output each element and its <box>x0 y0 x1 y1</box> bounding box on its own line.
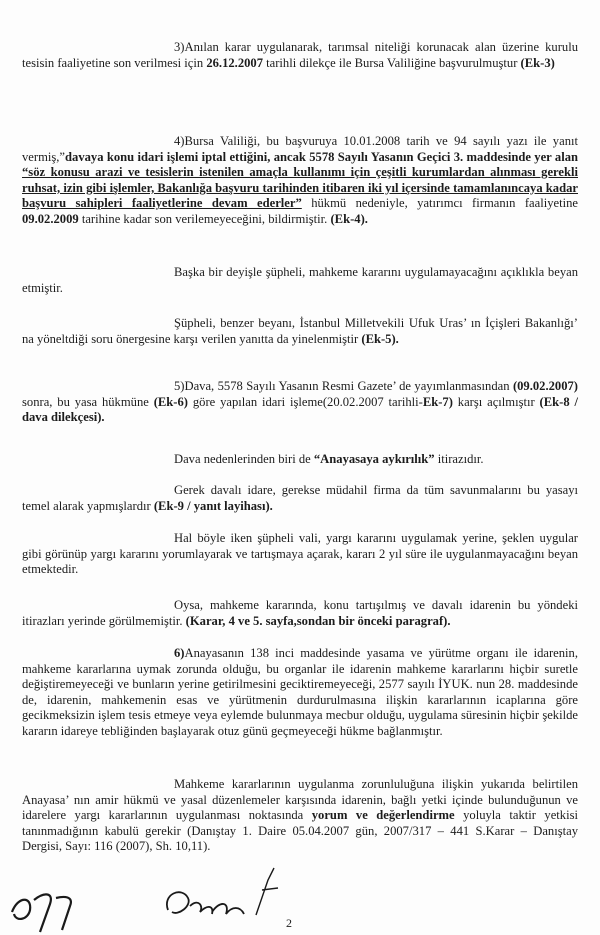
p-dava-bold: “Anayasaya aykırılık” <box>313 452 435 466</box>
p-hal-text: Hal böyle iken şüpheli vali, yargı kararını uygulamak yerine, şeklen uygular gibi görünüp yargı kararını yorumlayarak ve tartışmaya açarak, kararı 2 yıl süre ile uygulanmayacağını beyan etmektedir. <box>22 531 578 577</box>
page-number: 2 <box>286 916 292 930</box>
p-gerek-text: Gerek davalı idare, gerekse müdahil firma da tüm savunmalarını bu yasayı temel alarak yapmışlardır <box>22 483 578 513</box>
p-oysa-ref: (Karar, 4 ve 5. sayfa,sondan bir önceki paragraf). <box>185 613 451 628</box>
p3-text-b: tarihli dilekçe ile Bursa Valiliğine başvurulmuştur <box>263 55 521 70</box>
p5-ek8: (Ek-8 / dava dilekçesi). <box>22 394 578 425</box>
p5-text-c: göre yapılan idari işleme(20.02.2007 tarihli- <box>188 394 423 409</box>
p-dava-text-c: itirazıdır. <box>434 452 484 466</box>
paragraph-gerek <box>22 483 578 514</box>
paragraph-3 <box>22 40 578 71</box>
p4-text-c: hükmü nedeniyle, yatırımcı firmanın faaliyetine <box>301 196 578 211</box>
p4-quote: “söz konusu arazi ve tesislerin istenilen amaçla kullanımı için çeşitli kurumlardan alınması gerekli ruhsat, izin gibi işlemler, Bakanlığa başvuru tarihinden itibaren iki yıl içersinde tamamlanıncaya kadar başvuru sahipleri faaliyetlerine devam ederler” <box>22 165 578 211</box>
p-mahkeme-bold: yorum ve değerlendirme <box>311 808 455 823</box>
p-dava-text-a: Dava nedenlerinden biri de <box>174 452 314 466</box>
p-gerek-ek: (Ek-9 / yanıt layihası). <box>153 498 273 513</box>
p5-date: (09.02.2007) <box>512 379 578 393</box>
paragraph-mahkeme <box>22 777 578 855</box>
signature-stroke <box>248 860 288 920</box>
paragraph-6 <box>22 646 578 740</box>
p4-ek: (Ek-4). <box>330 211 368 226</box>
paragraph-baska <box>22 265 578 296</box>
p5-text-b: sonra, bu yasa hükmüne <box>22 394 154 409</box>
paragraph-4 <box>22 134 578 228</box>
p3-ek: (Ek-3) <box>520 55 555 70</box>
p-supheli-text: Şüpheli, benzer beyanı, İstanbul Milletvekili Ufuk Uras’ ın İçişleri Bakanlığı’ na yöneltdiği soru önergesine karşı verilen yanıtta da yinelenmiştir <box>22 316 578 346</box>
p3-text-a: 3)Anılan karar uygulanarak, tarımsal niteliği korunacak alan üzerine kurulu tesisin faaliyetine son verilmesi için <box>22 40 578 70</box>
p4-bold: davaya konu idari işlemi iptal ettiğini, ancak 5578 Sayılı Yasanın Geçici 3. maddesinde yer alan <box>65 149 578 164</box>
p3-date: 26.12.2007 <box>206 55 263 70</box>
p4-date: 09.02.2009 <box>22 211 79 226</box>
paragraph-hal <box>22 531 578 578</box>
p4-text-a: 4)Bursa Valiliği, bu başvuruya 10.01.2008 tarih ve 94 sayılı yazı ile yanıt vermiş,” <box>22 134 578 164</box>
p-supheli-ek: (Ek-5). <box>361 331 399 346</box>
signature-middle <box>148 876 258 935</box>
p5-text-d: karşı açılmıştır <box>452 394 540 409</box>
p6-text: Anayasanın 138 inci maddesinde yasama ve yürütme organı ile idarenin, mahkeme kararlarına uymak zorunda olduğu, bu organlar ile idarenin mahkeme kararlarını hiçbir suretle değiştiremeyeceği ve bunların yerine getirilmesini geciktiremeyeceği, 2577 sayılı İYUK. nun 28. maddesinde de, idarenin, mahkemenin esas ve yürütmenin durdurulmasına ilişkin kararlarının icaplarına göre gecikmeksizin işlem tesis etmeye veya eylemde bulunmaya mecbur olduğu, uygulama süresinin hiçbir şekilde kararın idareye tebliğinden başlayarak otuz günü geçmeyeceği hükme bağlanmıştır. <box>22 646 578 738</box>
signature-left <box>4 882 94 935</box>
paragraph-dava <box>22 452 578 468</box>
p-mahkeme-text-c: yoluyla taktir yetkisi tanınmadığının kabulü gerekir (Danıştay 1. Daire 05.04.2007 gün, 2007/317 – 441 S.Karar – Danıştay Dergisi, Sayı: 116 (2007), Sh. 10,11). <box>22 808 578 854</box>
paragraph-supheli <box>22 316 578 347</box>
p-oysa-text: Oysa, mahkeme kararında, konu tartışılmış ve davalı idarenin bu yöndeki itirazları yerinde görülmemiştir. <box>22 598 578 628</box>
p-baska-text: Başka bir deyişle şüpheli, mahkeme kararını uygulamayacağını açıklıkla beyan etmiştir. <box>22 265 578 295</box>
p6-number: 6) <box>174 646 185 660</box>
p4-text-d: tarihine kadar son verilemeyeceğini, bildirmiştir. <box>78 211 331 226</box>
paragraph-5 <box>22 379 578 426</box>
p5-ek6: (Ek-6) <box>153 394 188 409</box>
p5-ek7: Ek-7) <box>422 394 453 409</box>
p5-text-a: 5)Dava, 5578 Sayılı Yasanın Resmi Gazete’ de yayımlanmasından <box>174 379 513 393</box>
paragraph-oysa <box>22 598 578 629</box>
p-mahkeme-text-a: Mahkeme kararlarının uygulanma zorunluluğuna ilişkin yukarıda belirtilen Anayasa’ nın amir hükmü ve yasal düzenlemeler karşısında idarenin, bağlı yetki içinde bulunduğunun ve idarelere yargı kararlarının uygulanması noktasında <box>22 777 578 823</box>
